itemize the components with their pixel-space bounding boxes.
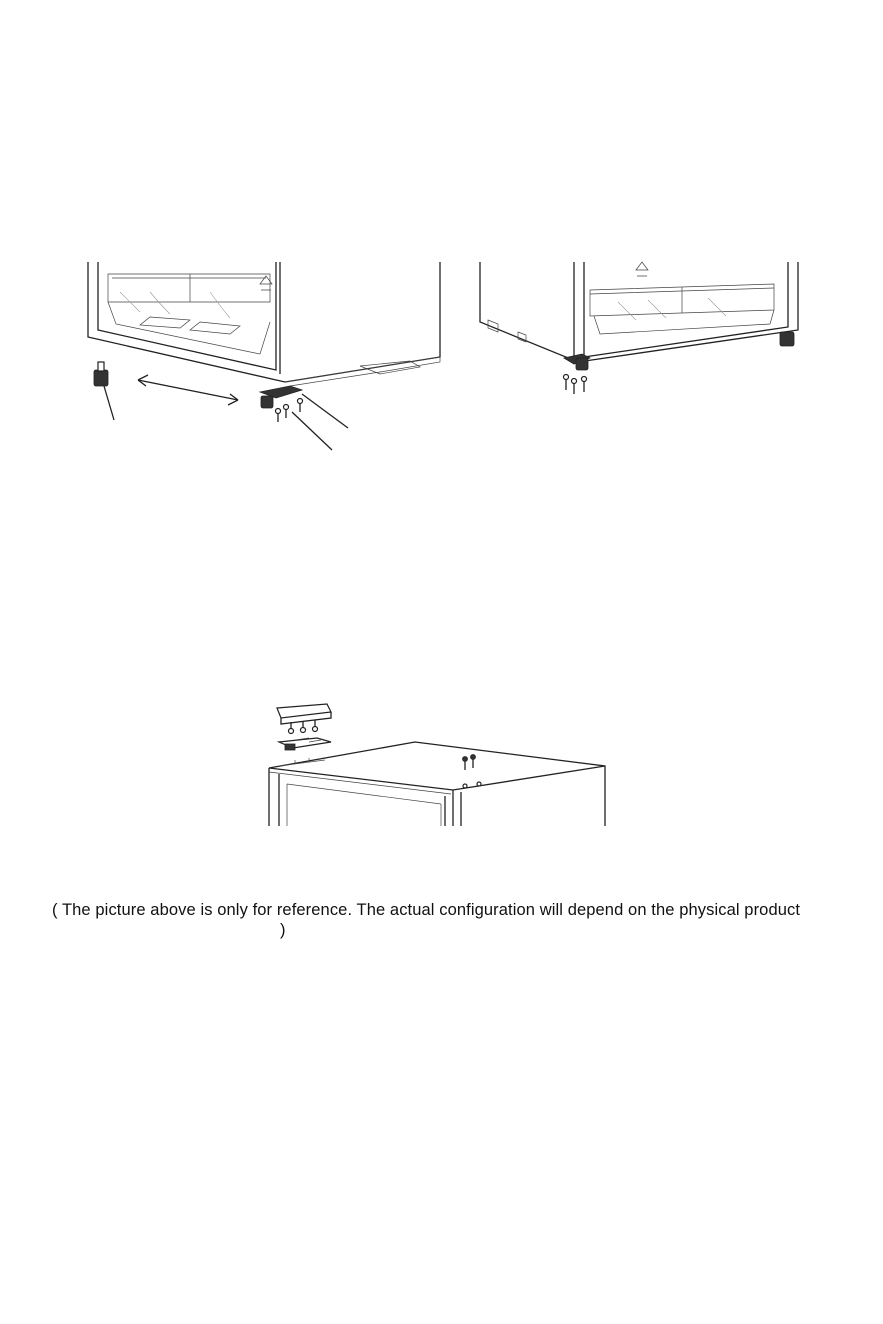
- figure-bottom-right-view: [478, 262, 808, 402]
- figure-bottom-left-view: [80, 262, 450, 457]
- reference-note-line1: ( The picture above is only for reference. The actual configuration will depend on the physical product: [52, 901, 801, 919]
- figure-top-hinge-view: [265, 700, 615, 830]
- reference-note-line2: ): [280, 921, 286, 939]
- reference-note: [52, 900, 832, 940]
